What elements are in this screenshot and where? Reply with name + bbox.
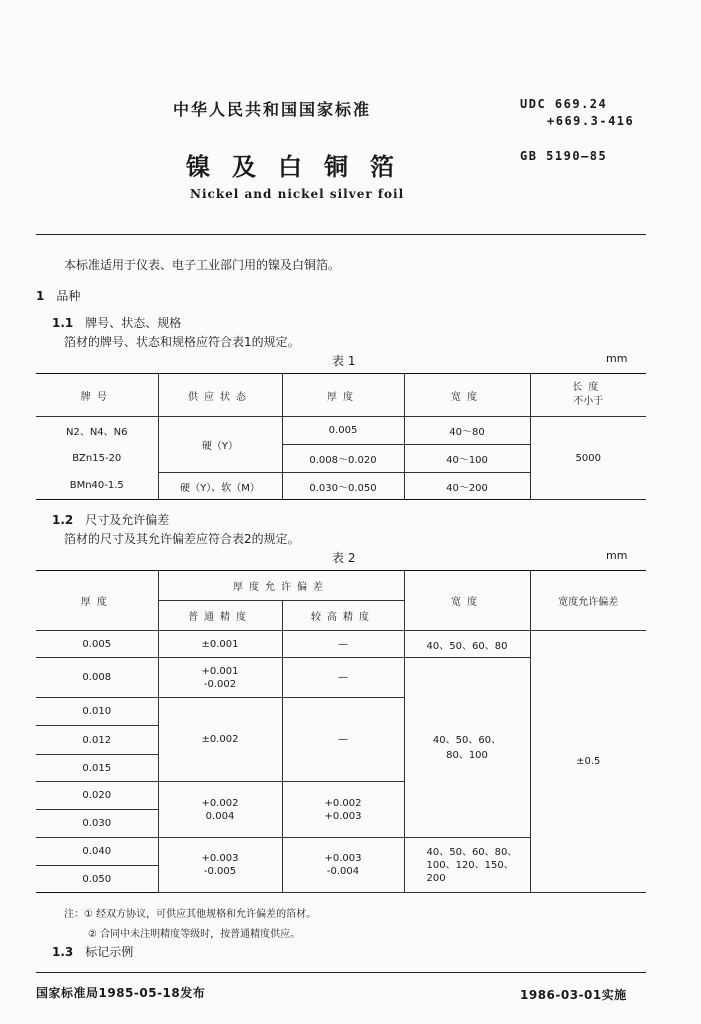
gb-code: GB 5190—85 bbox=[520, 149, 608, 163]
table-cell: +0.001 -0.002 bbox=[158, 658, 282, 698]
table-cell: 0.040 bbox=[36, 838, 158, 866]
table-cell: 0.030 bbox=[36, 810, 158, 838]
effective-date: 1986-03-01实施 bbox=[520, 988, 627, 1002]
table-cell: BZn15-20 bbox=[36, 445, 158, 473]
col-header-state: 供应状态 bbox=[158, 374, 282, 417]
section-title: 标记示例 bbox=[85, 945, 134, 959]
section-title: 品种 bbox=[56, 289, 81, 303]
section-1-2-text: 箔材的尺寸及其允许偏差应符合表2的规定。 bbox=[64, 532, 300, 546]
table-cell: 硬（Y）、软（M） bbox=[158, 473, 282, 500]
section-1-1-text: 箔材的牌号、状态和规格应符合表1的规定。 bbox=[64, 335, 300, 349]
col-header-width: 宽度 bbox=[404, 374, 530, 417]
col-header-length: 长度 不小于 bbox=[530, 374, 646, 417]
table2-caption: 表 2 bbox=[332, 551, 356, 565]
section-number: 1.2 bbox=[52, 513, 74, 527]
page-title: 镍及白铜箔 bbox=[186, 153, 416, 181]
table-cell: — bbox=[282, 698, 404, 782]
section-title: 尺寸及允许偏差 bbox=[85, 513, 170, 527]
table-cell: +0.002 +0.003 bbox=[282, 782, 404, 838]
table-2 bbox=[36, 570, 646, 893]
section-1-1-heading bbox=[52, 314, 181, 331]
section-number: 1.3 bbox=[52, 945, 74, 959]
note-label: 注： bbox=[64, 909, 84, 920]
table-cell: 40～200 bbox=[404, 473, 530, 500]
table-cell: +0.002 0.004 bbox=[158, 782, 282, 838]
section-number: 1.1 bbox=[52, 316, 74, 330]
table-cell: 5000 bbox=[530, 417, 646, 500]
section-number: 1 bbox=[36, 289, 45, 303]
col-header-tolerance: 厚度允许偏差 bbox=[158, 571, 404, 601]
section-1-3-heading bbox=[52, 943, 133, 960]
table-cell: 40、50、60、80、 100、120、150、 200 bbox=[404, 838, 530, 893]
section-1-2-heading bbox=[52, 511, 169, 528]
standard-org: 中华人民共和国国家标准 bbox=[173, 100, 372, 119]
table-cell: BMn40-1.5 bbox=[36, 473, 158, 500]
col-header-grade: 牌号 bbox=[36, 374, 158, 417]
section-title: 牌号、状态、规格 bbox=[85, 316, 182, 330]
col-header-high-precision: 较高精度 bbox=[282, 601, 404, 631]
table1-unit: mm bbox=[606, 352, 628, 365]
table-cell: 40～100 bbox=[404, 445, 530, 473]
table-cell: 40～80 bbox=[404, 417, 530, 445]
table-cell: +0.003 -0.005 bbox=[158, 838, 282, 893]
table-cell: 0.015 bbox=[36, 755, 158, 782]
table-cell: 40、50、60、80 bbox=[404, 631, 530, 658]
table-cell: 0.030～0.050 bbox=[282, 473, 404, 500]
table-cell: 0.010 bbox=[36, 698, 158, 726]
col-header-width-tolerance: 宽度允许偏差 bbox=[530, 571, 646, 631]
note-2: ② 合同中未注明精度等级时，按普通精度供应。 bbox=[88, 929, 301, 940]
english-title: Nickel and nickel silver foil bbox=[190, 187, 405, 201]
udc-code-line1: UDC 669.24 bbox=[520, 97, 608, 111]
footer-rule bbox=[36, 972, 646, 973]
intro-text: 本标准适用于仪表、电子工业部门用的镍及白铜箔。 bbox=[64, 258, 341, 272]
table-cell: N2、N4、N6 bbox=[36, 417, 158, 445]
table-cell: ±0.002 bbox=[158, 698, 282, 782]
table-cell: ±0.001 bbox=[158, 631, 282, 658]
udc-code-line2: +669.3-416 bbox=[547, 114, 635, 128]
table1-caption: 表 1 bbox=[332, 354, 356, 368]
table-cell: ±0.5 bbox=[530, 631, 646, 893]
table-cell: 0.008～0.020 bbox=[282, 445, 404, 473]
table-cell: 0.020 bbox=[36, 782, 158, 810]
table-cell: — bbox=[282, 631, 404, 658]
col-header-thickness: 厚度 bbox=[282, 374, 404, 417]
table-cell: 0.005 bbox=[282, 417, 404, 445]
section-1-heading bbox=[36, 287, 80, 304]
table-cell: 0.012 bbox=[36, 726, 158, 755]
issue-date: 国家标准局1985-05-18发布 bbox=[36, 986, 206, 1000]
table-cell: 0.008 bbox=[36, 658, 158, 698]
note-1 bbox=[64, 905, 316, 920]
note-text: ① 经双方协议，可供应其他规格和允许偏差的箔材。 bbox=[84, 909, 317, 920]
table-cell: — bbox=[282, 658, 404, 698]
table-cell: 0.005 bbox=[36, 631, 158, 658]
table-cell: +0.003 -0.004 bbox=[282, 838, 404, 893]
col-header-width: 宽度 bbox=[404, 571, 530, 631]
table-1 bbox=[36, 373, 646, 500]
table-cell: 硬（Y） bbox=[158, 417, 282, 473]
table-cell: 40、50、60、 80、100 bbox=[404, 658, 530, 838]
header-rule bbox=[36, 234, 646, 235]
col-header-thickness: 厚度 bbox=[36, 571, 158, 631]
table2-unit: mm bbox=[606, 549, 628, 562]
table-cell: 0.050 bbox=[36, 866, 158, 893]
col-header-normal-precision: 普通精度 bbox=[158, 601, 282, 631]
